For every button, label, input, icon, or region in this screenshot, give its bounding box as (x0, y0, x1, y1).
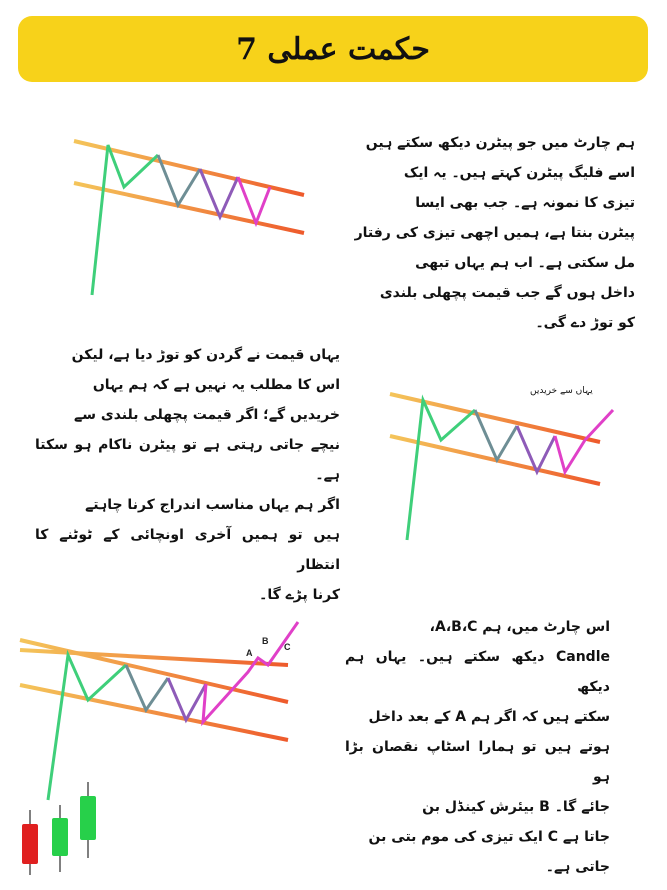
price-line-magenta (203, 622, 298, 722)
title-banner (18, 16, 648, 82)
text-line: مل سکتی ہے۔ اب ہم یہاں تبھی (415, 255, 635, 271)
text-line: خریدیں گے؛ اگر قیمت پچھلی بلندی سے (74, 407, 340, 423)
text-line: سکتے ہیں کہ اگر ہم A کے بعد داخل (368, 709, 610, 725)
price-line-magenta (555, 410, 613, 472)
text-line: ہم چارٹ میں جو پیٹرن دیکھ سکتے ہیں (365, 135, 635, 151)
price-line-green (407, 400, 475, 540)
label-a: A (246, 648, 253, 658)
text-line: اس چارٹ میں، ہم A،B،C، (429, 619, 610, 635)
text-line: ہوتے ہیں تو ہمارا اسٹاپ نقصان بڑا ہو (345, 739, 610, 785)
text-line: اسے فلیگ پیٹرن کہتے ہیں۔ یہ ایک (403, 165, 635, 181)
price-line-green (48, 655, 126, 800)
text-line: ہیں تو ہمیں آخری اونچائی کے ٹوٹنے کا انتظار (35, 527, 340, 573)
text-line: داخل ہوں گے جب قیمت پچھلی بلندی (379, 285, 635, 301)
label-c: C (284, 642, 291, 652)
flag-chart-3 (18, 610, 318, 880)
buy-here-note: یہاں سے خریدیں (530, 386, 593, 396)
text-line: Candle دیکھ سکتے ہیں۔ یہاں ہم دیکھ (345, 649, 610, 695)
price-line-purple (168, 678, 206, 720)
text-line: جاتی ہے۔ (545, 859, 610, 875)
text-line: کرنا پڑے گا۔ (259, 587, 340, 603)
section1-text (330, 128, 635, 338)
flag-chart-1 (60, 125, 320, 305)
text-line: جاتا ہے C ایک تیزی کی موم بتی بن (368, 829, 610, 845)
text-line: اس کا مطلب یہ نہیں ہے کہ ہم یہاں (92, 377, 340, 393)
price-line-green (92, 145, 158, 295)
text-line: تیزی کا نمونہ ہے۔ جب بھی ایسا (415, 195, 635, 211)
label-b: B (262, 636, 269, 646)
section2-text (35, 340, 340, 610)
flag-chart-2 (385, 380, 640, 560)
candle-green-1 (52, 818, 68, 856)
text-line: اگر ہم یہاں مناسب اندراج کرنا چاہتے (85, 497, 340, 513)
text-line: یہاں قیمت نے گردن کو توڑ دیا ہے، لیکن (71, 347, 340, 363)
text-line: پیٹرن بنتا ہے، ہمیں اچھی تیزی کی رفتار (354, 225, 635, 241)
candle-red (22, 824, 38, 864)
text-line: کو توڑ دے گی۔ (535, 315, 635, 331)
text-line: جائے گا۔ B بیئرش کینڈل بن (422, 799, 610, 815)
lower-trendline (390, 436, 600, 484)
section3-text (345, 612, 610, 882)
text-line: نیچے جاتی رہتی ہے تو پیٹرن ناکام ہو سکتا ہے۔ (35, 437, 340, 483)
candle-green-2 (80, 796, 96, 840)
page-title: حکمت عملی 7 (236, 31, 430, 67)
